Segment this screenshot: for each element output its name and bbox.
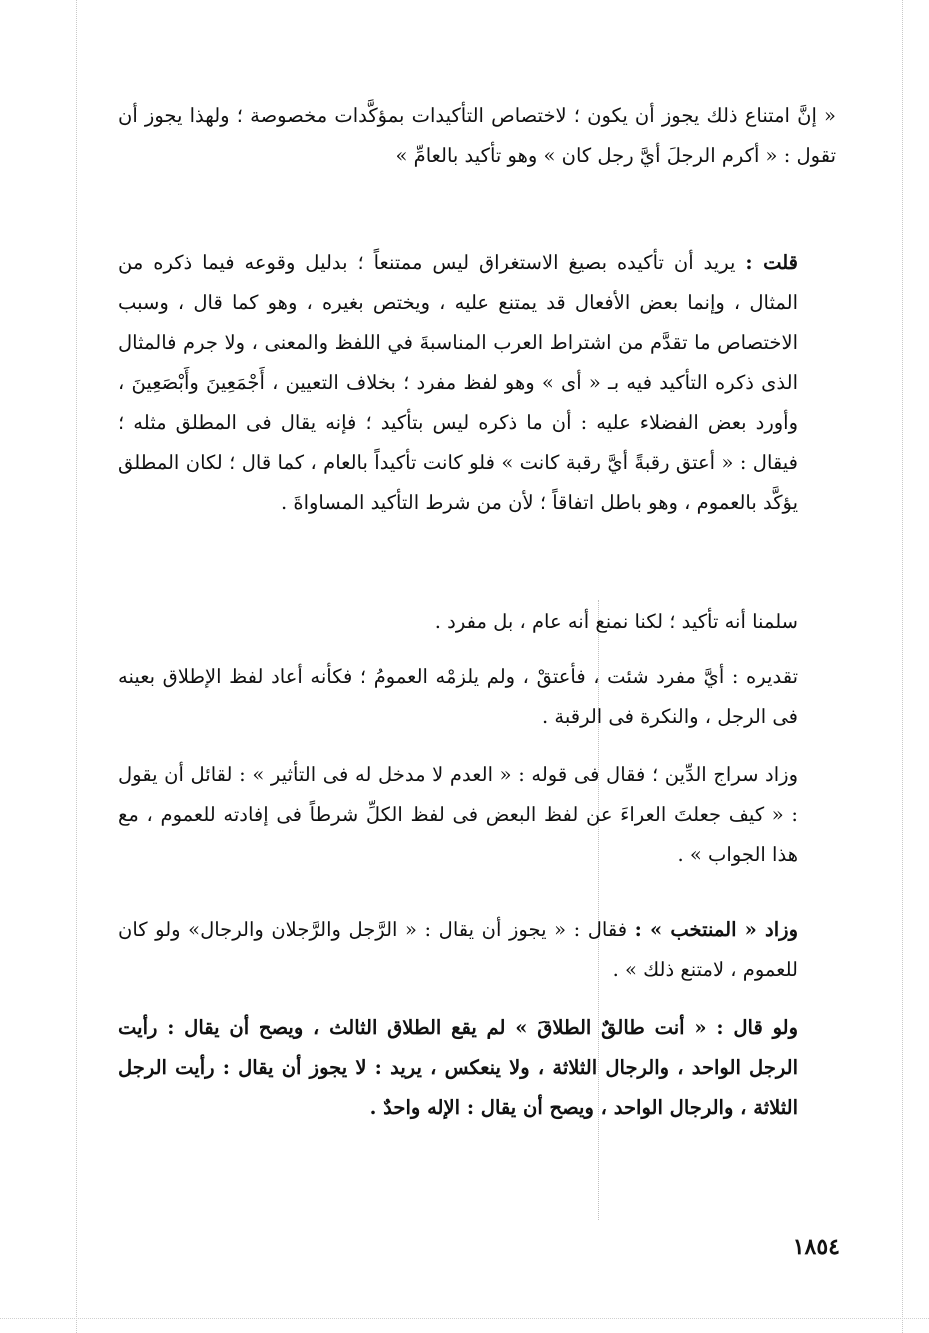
paragraph-text: وزاد سراج الدِّين ؛ فقال فى قوله : « العدم لا مدخل له فى التأثير » : لقائل أن يقول : « كيف جعلتَ العراءَ عن لفظ البعض فى لفظ الكلِّ شرطاً فى إفادته للعموم ، مع هذا الجواب » .: [118, 763, 798, 866]
paragraph-lead: ولو قال :: [716, 1016, 798, 1039]
scan-border-bottom: [0, 1318, 929, 1319]
paragraph-2: [118, 602, 836, 642]
paragraph-text: « أنت طالقٌ الطلاقَ » لم يقع الطلاق الثالث ، ويصح أن يقال : رأيت الرجل الواحد ، والرجال الثلاثة ، ولا ينعكس ، يريد : لا يجوز أن يقال : رأيت الرجل الثلاثة ، والرجال الواحد ، ويصح أن يقال : الإله واحدٌ .: [118, 1016, 798, 1119]
paragraph-1: [118, 243, 836, 523]
quoted-passage: [118, 96, 836, 176]
scan-border-right: [902, 0, 903, 1333]
paragraph-lead: وزاد « المنتخب » :: [634, 918, 798, 941]
paragraph-lead: قلت :: [745, 251, 798, 274]
paragraph-text: سلمنا أنه تأكيد ؛ لكنا نمنع أنه عام ، بل مفرد .: [434, 610, 798, 633]
quoted-passage-text: « إنَّ امتناع ذلك يجوز أن يكون ؛ لاختصاص التأكيدات بمؤكَّدات مخصوصة ؛ ولهذا يجوز أن تقول : « أكرم الرجلَ أيَّ رجل كان » وهو تأكيد بالعامِّ »: [118, 104, 836, 167]
paragraph-6: [118, 1008, 836, 1128]
paragraph-text: يريد أن تأكيده بصيغ الاستغراق ليس ممتنعاً ؛ بدليل وقوعه فيما ذكره من المثال ، وإنما بعض الأفعال قد يمتنع عليه ، ويختص بغيره ، وهو كما قال ، وسبب الاختصاص ما تقدَّم من اشتراط العرب المناسبةَ في اللفظ والمعنى ، ولا جرم فالمثال الذى ذكره التأكيد فيه بـ « أى » وهو لفظ مفرد ؛ بخلاف التعيين ، أَجْمَعِينَ وأَبْصَعِينَ ، وأورد بعض الفضلاء عليه : أن ما ذكره ليس بتأكيد ؛ فإنه يقال فى المطلق مثله ؛ فيقال : « أعتق رقبةً أيَّ رقبة كانت » فلو كانت تأكيداً بالعام ، كما قال ؛ لكان المطلق يؤكَّد بالعموم ، وهو باطل اتفاقاً ؛ لأن من شرط التأكيد المساواةَ .: [118, 251, 798, 514]
paragraph-4: [118, 755, 836, 875]
paragraph-5: [118, 910, 836, 990]
paragraph-3: [118, 657, 836, 737]
paragraph-text: فقال : « يجوز أن يقال : « الرَّجل والرَّجلان والرجال» ولو كان للعموم ، لامتنع ذلك » .: [118, 918, 798, 981]
scan-border-left: [76, 0, 77, 1333]
paragraph-text: تقديره : أيَّ مفرد شئت ، فأعتقْ ، ولم يلزمْه العمومُ ؛ فكأنه أعاد لفظ الإطلاق بعينه فى الرجل ، والنكرة فى الرقبة .: [118, 665, 798, 728]
page-number: ١٨٥٤: [792, 1234, 840, 1260]
